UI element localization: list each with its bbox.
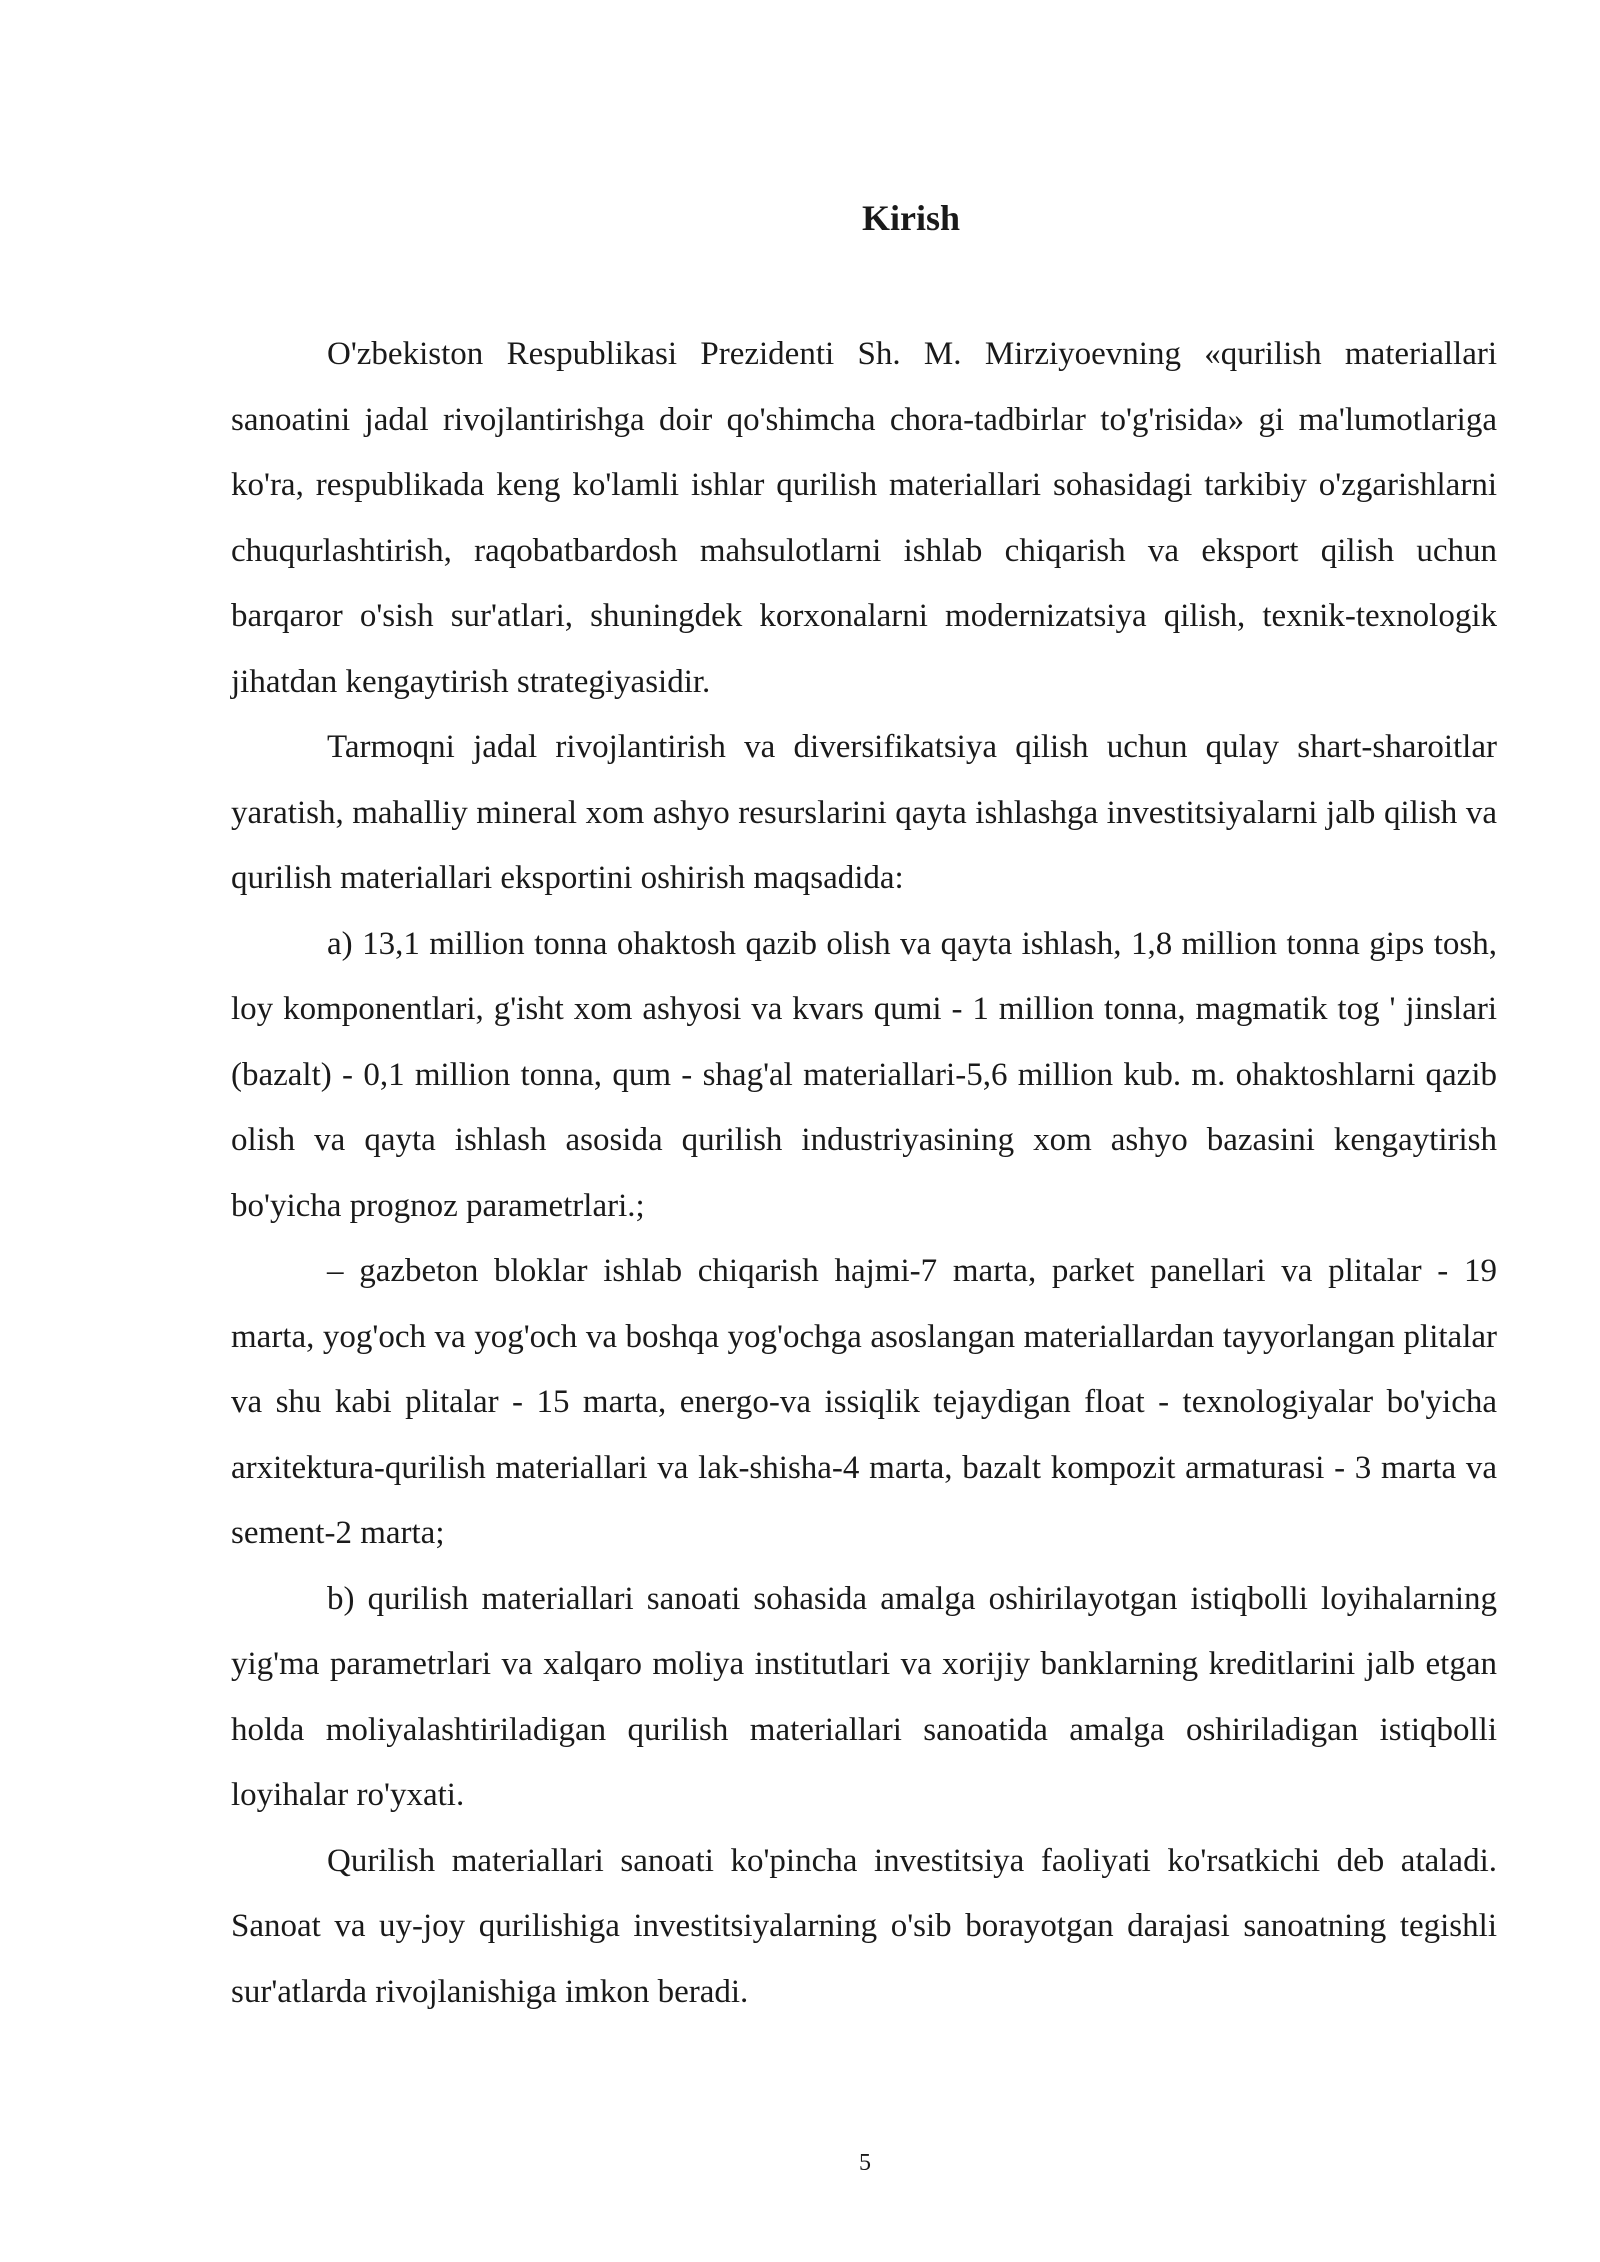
page-title: Kirish bbox=[861, 198, 960, 238]
paragraph: a) 13,1 million tonna ohaktosh qazib olish va qayta ishlash, 1,8 million tonna gips tosh, loy komponentlari, g'isht xom ashyosi va kvars qumi - 1 million tonna, magmatik tog ' jinslari (bazalt) - 0,1 million tonna, qum - shag'al materiallari-5,6 million kub. m. ohaktoshlarni qazib olish va qayta ishlash asosida qurilish industriyasining xom ashyo bazasini kengaytirish bo'yicha prognoz parametrlari.; bbox=[231, 925, 1497, 1224]
page-number: 5 bbox=[859, 2150, 871, 2176]
paragraph: Qurilish materiallari sanoati ko'pincha investitsiya faoliyati ko'rsatkichi deb ataladi. Sanoat va uy-joy qurilishiga investitsiyalarning o'sib borayotgan darajasi sanoatning tegishli sur'atlarda rivojlanishiga imkon beradi. bbox=[231, 1842, 1497, 2010]
paragraph: Tarmoqni jadal rivojlantirish va diversifikatsiya qilish uchun qulay shart-sharoitlar yaratish, mahalliy mineral xom ashyo resurslarini qayta ishlashga investitsiyalarni jalb qilish va qurilish materiallari eksportini oshirish maqsadida: bbox=[231, 729, 1497, 896]
paragraph: – gazbeton bloklar ishlab chiqarish hajmi-7 marta, parket panellari va plitalar - 19 marta, yog'och va yog'och va boshqa yog'ochga asoslangan materiallardan tayyorlangan plitalar va shu kabi plitalar - 15 marta, energo-va issiqlik tejaydigan float - texnologiyalar bo'yicha arxitektura-qurilish materiallari va lak-shisha-4 marta, bazalt kompozit armaturasi - 3 marta va sement-2 marta; bbox=[231, 1253, 1497, 1551]
paragraph: b) qurilish materiallari sanoati sohasida amalga oshirilayotgan istiqbolli loyihalarning yig'ma parametrlari va xalqaro moliya institutlari va xorijiy banklarning kreditlarini jalb etgan holda moliyalashtiriladigan qurilish materiallari sanoatida amalga oshiriladigan istiqbolli loyihalar ro'yxati. bbox=[231, 1580, 1497, 1813]
paragraph: O'zbekiston Respublikasi Prezidenti Sh. M. Mirziyoevning «qurilish materiallari sanoatini jadal rivojlantirishga doir qo'shimcha chora-tadbirlar to'g'risida» gi ma'lumotlariga ko'ra, respublikada keng ko'lamli ishlar qurilish materiallari sohasidagi tarkibiy o'zgarishlarni chuqurlashtirish, raqobatbardosh mahsulotlarni ishlab chiqarish va eksport qilish uchun barqaror o'sish sur'atlari, shuningdek korxonalarni modernizatsiya qilish, texnik-texnologik jihatdan kengaytirish strategiyasidir. bbox=[231, 336, 1497, 700]
body-text bbox=[231, 322, 1497, 2025]
